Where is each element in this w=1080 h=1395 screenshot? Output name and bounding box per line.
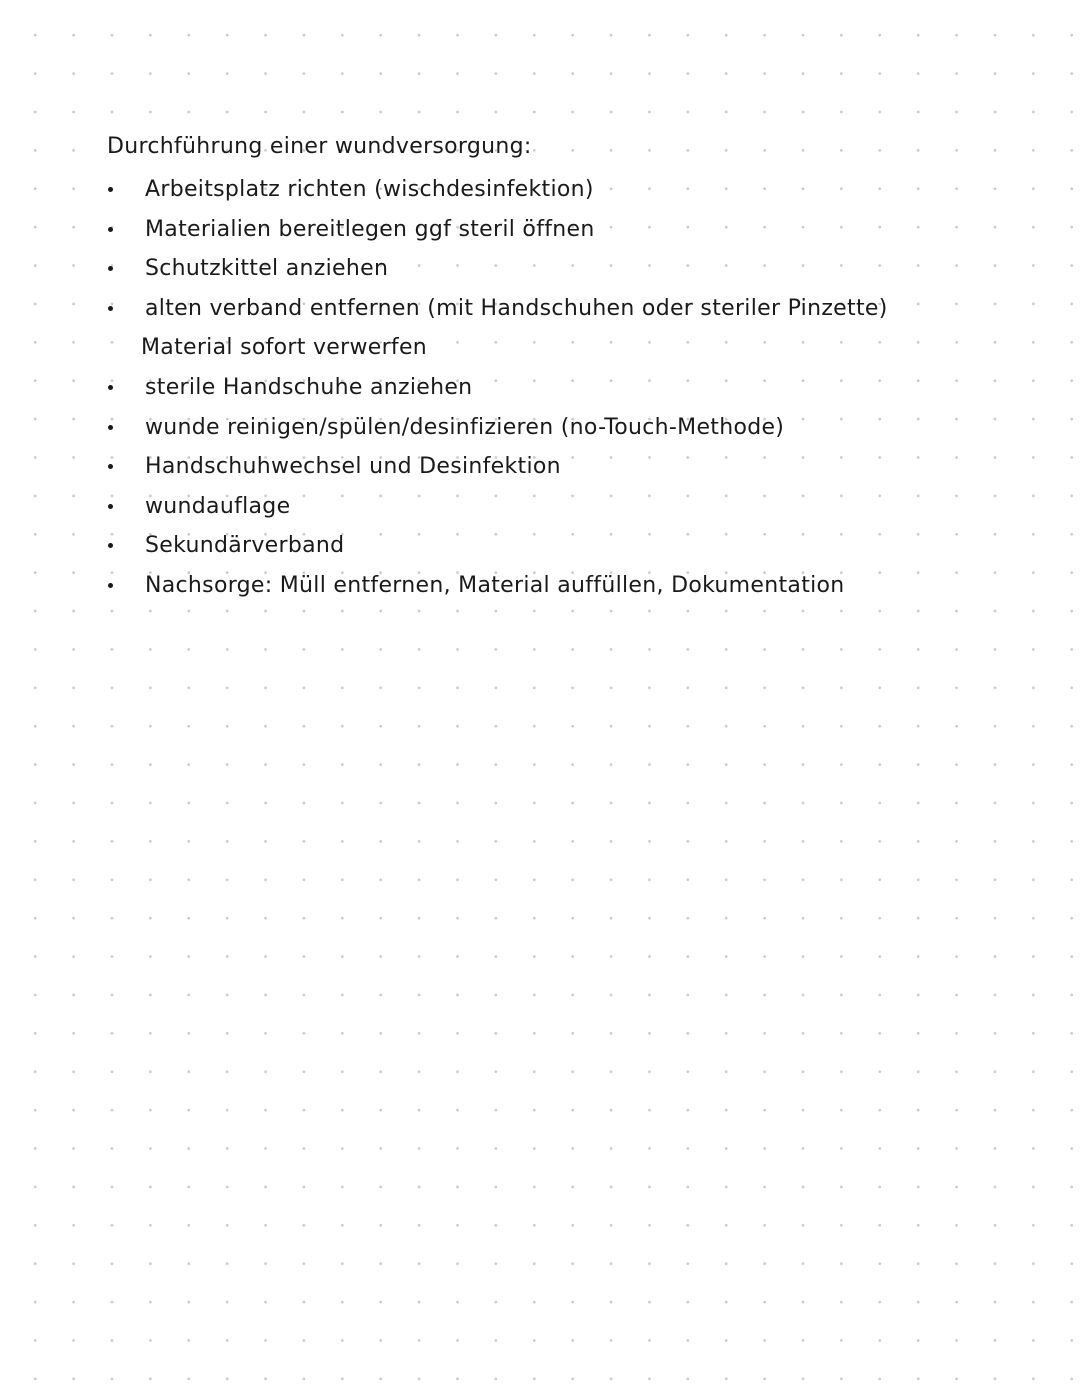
list-item-text: Nachsorge: Müll entfernen, Material auffüllen, Dokumentation (145, 572, 845, 598)
list-item-text: Materialien bereitlegen ggf steril öffnen (145, 216, 595, 242)
list-item-text: wunde reinigen/spülen/desinfizieren (no-Touch-Methode) (145, 414, 785, 440)
list-item-text: wundauflage (145, 493, 291, 519)
bullet-icon (108, 187, 113, 192)
bullet-icon (108, 583, 113, 588)
bullet-icon (108, 464, 113, 469)
list-item-text: Handschuhwechsel und Desinfektion (145, 454, 561, 480)
list-item-text: Material sofort verwerfen (141, 335, 428, 361)
bullet-icon (108, 504, 113, 509)
list-item-text: Arbeitsplatz richten (wischdesinfektion) (145, 177, 594, 202)
note-title: Durchführung einer wundversorgung: (107, 134, 532, 159)
bullet-icon (108, 543, 113, 548)
bullet-icon (108, 425, 113, 430)
bullet-icon (108, 306, 113, 311)
bullet-icon (108, 385, 113, 390)
list-item-text: Sekundärverband (145, 533, 345, 559)
list-item-text: Schutzkittel anziehen (145, 256, 389, 282)
bullet-icon (108, 266, 113, 271)
list-item-text: alten verband entfernen (mit Handschuhen oder steriler Pinzette) (145, 295, 888, 321)
bullet-icon (108, 227, 113, 232)
list-item-text: sterile Handschuhe anziehen (145, 374, 473, 400)
